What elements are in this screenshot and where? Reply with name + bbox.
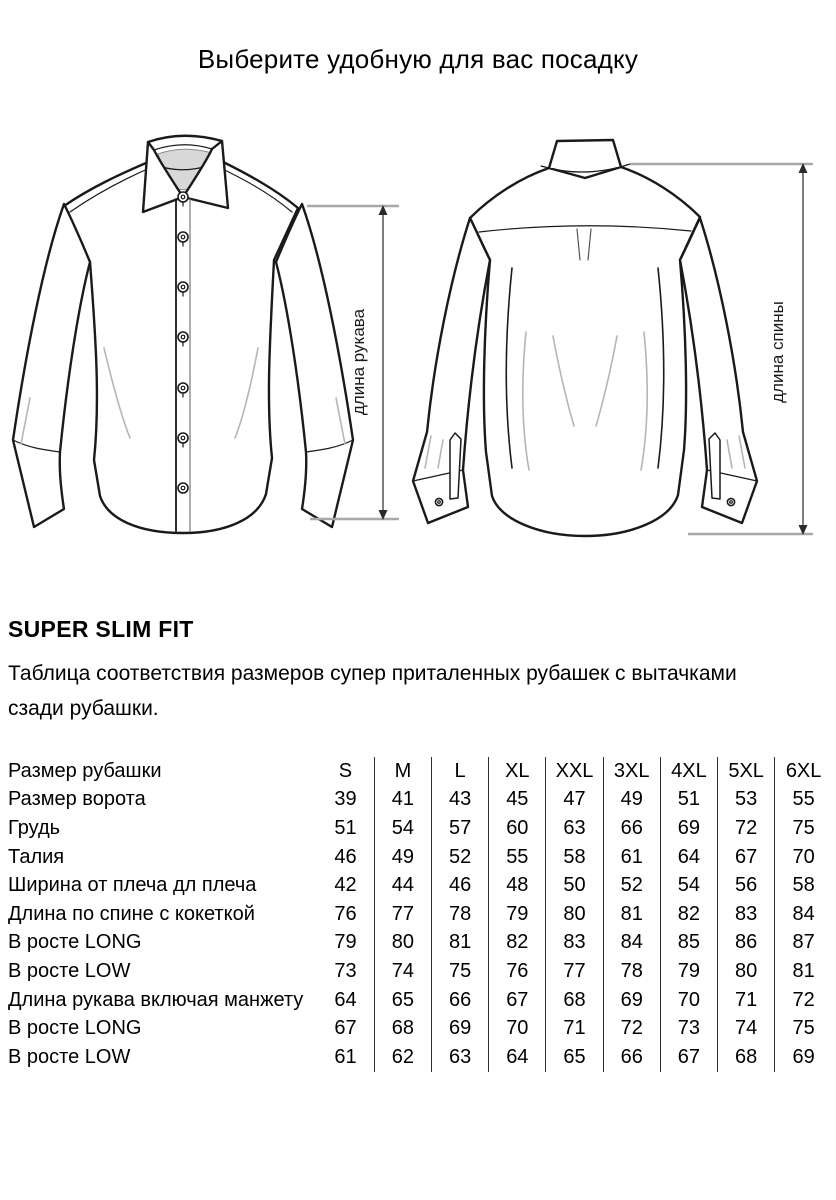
size-table-row [8,871,832,900]
size-table-cell: 64 [489,1043,546,1072]
size-table-cell: 78 [432,900,489,929]
size-table-cell: 58 [546,843,603,872]
size-table-cell: XL [489,757,546,786]
size-table-cell: 43 [432,786,489,815]
size-table-row-label: В росте LONG [8,1017,142,1040]
size-table-cell: 72 [718,814,775,843]
size-table-cell: 72 [775,986,832,1015]
size-table-cell: 69 [603,986,660,1015]
size-table-cell: 74 [718,1014,775,1043]
description-line: сзади рубашки. [8,697,159,720]
size-table-cell: 56 [718,871,775,900]
size-table-row-label: Длина по спине с кокеткой [8,902,255,925]
size-table-cell: 87 [775,929,832,958]
front-shirt-illustration [13,136,353,533]
size-table-row [8,814,832,843]
size-table-cell: 67 [718,843,775,872]
size-table-cell: M [374,757,431,786]
size-table-row-label: Размер ворота [8,788,146,811]
cuff-button [727,498,734,505]
size-table-cell: 77 [546,957,603,986]
size-table-cell: 80 [718,957,775,986]
size-table-cell: 78 [603,957,660,986]
size-table-cell: 4XL [660,757,717,786]
back-shirt-collar [541,140,630,172]
size-table-cell: 86 [718,929,775,958]
size-table-cell: 82 [660,900,717,929]
size-table-cell: 68 [718,1043,775,1072]
size-table-row [8,929,832,958]
back-shirt-illustration [413,140,757,536]
size-table-cell: 45 [489,786,546,815]
size-table-row [8,786,832,815]
size-table-cell: 63 [546,814,603,843]
size-table-row [8,843,832,872]
page-title: Выберите удобную для вас посадку [197,44,639,74]
size-table-cell: 73 [660,1014,717,1043]
size-table-cell: 49 [374,843,431,872]
size-table-cell: 62 [374,1043,431,1072]
size-table-cell: S [338,759,353,782]
size-table-cell: 61 [603,843,660,872]
size-table-row-label: В росте LOW [8,1045,131,1068]
shirt-diagram-svg [0,100,836,578]
size-table-cell: 72 [603,1014,660,1043]
size-table-cell: 44 [374,871,431,900]
size-table-cell: 50 [546,871,603,900]
size-table-cell: 66 [603,1043,660,1072]
size-table-cell: 71 [718,986,775,1015]
front-shirt-body [64,157,298,533]
size-table-cell: 67 [489,986,546,1015]
size-table-cell: XXL [546,757,603,786]
size-table-cell: 64 [660,843,717,872]
size-table-cell: 79 [660,957,717,986]
size-table-cell: 70 [775,843,832,872]
size-table-cell: 67 [660,1043,717,1072]
size-table-cell: 75 [775,814,832,843]
size-table-cell: 5XL [718,757,775,786]
shirt-diagram [0,100,836,578]
size-table-cell: 3XL [603,757,660,786]
size-table-row [8,900,832,929]
size-table-row-label: Ширина от плеча дл плеча [8,874,257,897]
size-table-cell: 39 [334,788,357,811]
size-table-row-label: Размер рубашки [8,759,162,782]
size-table-cell: 80 [546,900,603,929]
size-table-cell: 66 [603,814,660,843]
size-table-cell: 51 [334,816,357,839]
size-table-cell: 64 [334,988,357,1011]
cuff-button [435,498,442,505]
size-table-cell: 75 [775,1014,832,1043]
size-table-cell: 80 [374,929,431,958]
size-table-cell: 79 [489,900,546,929]
size-table-cell: 52 [432,843,489,872]
size-table-cell: 52 [603,871,660,900]
size-table-cell: 68 [374,1014,431,1043]
button [178,483,188,493]
size-table-cell: 41 [374,786,431,815]
size-table-cell: 71 [546,1014,603,1043]
sleeve-length-label: длина рукава [349,308,368,416]
size-table-cell: 60 [489,814,546,843]
size-table-cell: L [432,757,489,786]
size-table-row [8,757,832,786]
back-collar [549,140,621,168]
size-table-row [8,986,832,1015]
size-table-row [8,1014,832,1043]
size-table-row-label: Грудь [8,816,61,839]
size-table-cell: 46 [334,845,357,868]
section-description [8,656,818,726]
size-table-row [8,957,832,986]
size-table-cell: 76 [489,957,546,986]
front-left-sleeve [13,204,90,527]
size-table-row-label: В росте LONG [8,931,142,954]
size-table-cell: 42 [334,874,357,897]
size-table-cell: 83 [718,900,775,929]
section-heading: SUPER SLIM FIT [8,616,194,642]
size-table-row [8,1043,832,1072]
collar-band-top [148,136,222,142]
size-table-cell: 58 [775,871,832,900]
size-table-cell: 74 [374,957,431,986]
size-table-cell: 79 [334,931,357,954]
size-table-row-label: Талия [8,845,65,868]
size-table-cell: 76 [334,902,357,925]
size-table-cell: 81 [432,929,489,958]
size-table-cell: 69 [775,1043,832,1072]
size-table-body [8,757,832,1072]
size-table-cell: 54 [660,871,717,900]
size-table-cell: 65 [374,986,431,1015]
size-table-cell: 63 [432,1043,489,1072]
size-table-cell: 55 [775,786,832,815]
size-table-cell: 57 [432,814,489,843]
size-table-cell: 70 [489,1014,546,1043]
description-line: Таблица соответствия размеров супер приталенных рубашек с вытачками [8,662,737,685]
size-table-cell: 53 [718,786,775,815]
size-table [8,757,832,1072]
size-table-cell: 61 [334,1045,357,1068]
size-table-cell: 82 [489,929,546,958]
size-table-cell: 67 [334,1017,357,1040]
size-table-cell: 85 [660,929,717,958]
size-table-cell: 48 [489,871,546,900]
size-table-cell: 77 [374,900,431,929]
size-table-cell: 84 [775,900,832,929]
size-table-row-label: В росте LOW [8,959,131,982]
size-table-cell: 69 [660,814,717,843]
size-table-cell: 81 [775,957,832,986]
back-length-label: длина спины [768,301,787,403]
size-table-cell: 84 [603,929,660,958]
size-table-cell: 68 [546,986,603,1015]
size-table-cell: 6XL [775,757,832,786]
size-table-cell: 47 [546,786,603,815]
size-table-cell: 75 [432,957,489,986]
size-table-cell: 83 [546,929,603,958]
back-shirt-body [470,167,700,536]
size-table-cell: 55 [489,843,546,872]
size-table-cell: 69 [432,1014,489,1043]
size-table-cell: 46 [432,871,489,900]
size-table-cell: 66 [432,986,489,1015]
size-table-row-label: Длина рукава включая манжету [8,988,304,1011]
size-table-cell: 54 [374,814,431,843]
front-right-sleeve [276,204,353,527]
size-table-cell: 70 [660,986,717,1015]
size-table-cell: 65 [546,1043,603,1072]
size-table-cell: 49 [603,786,660,815]
size-table-cell: 81 [603,900,660,929]
size-table-cell: 73 [334,959,357,982]
size-table-cell: 51 [660,786,717,815]
